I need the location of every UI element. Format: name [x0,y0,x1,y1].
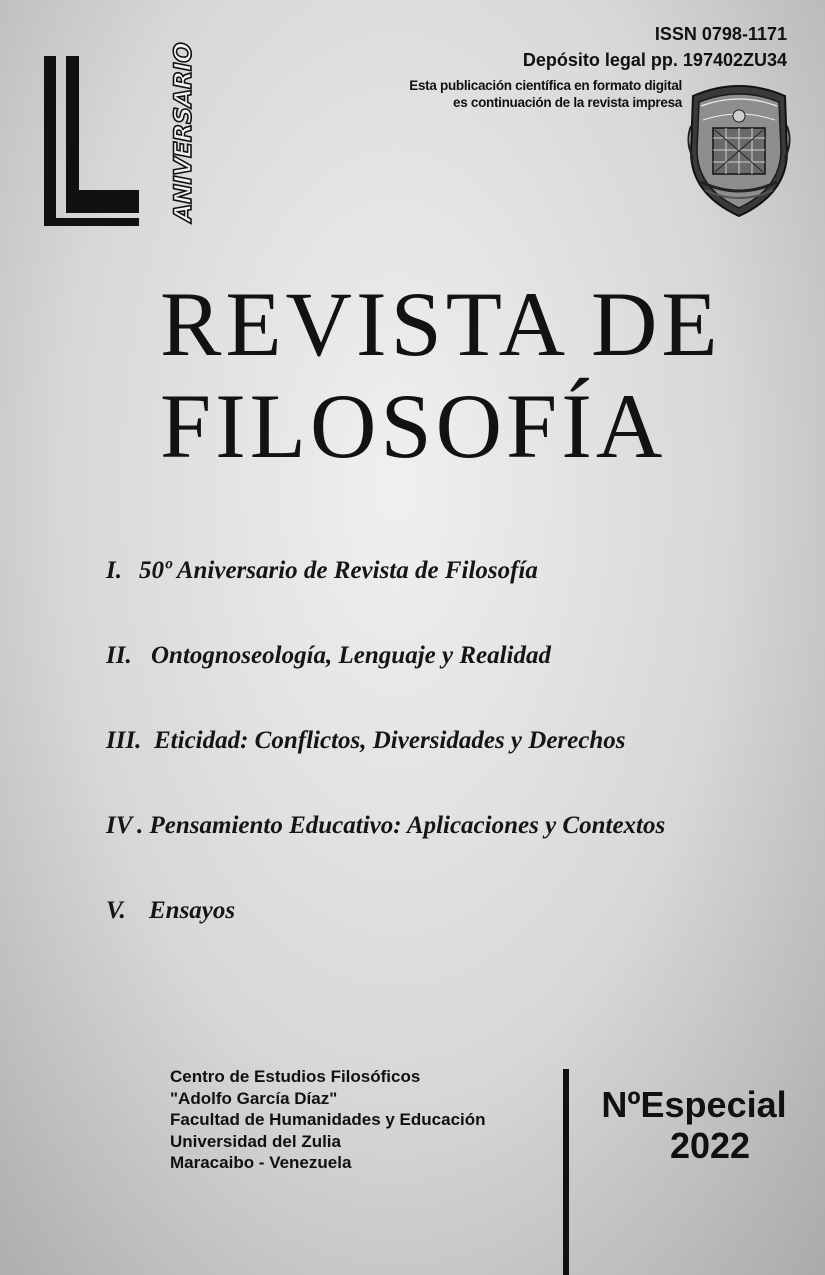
institution-line: Facultad de Humanidades y Educación [170,1110,486,1129]
logo-bar-2 [66,56,79,213]
issue-year: 2022 [669,1125,751,1166]
section-number: IV [106,812,133,839]
journal-title-line2: FILOSOFÍA [160,375,667,477]
section-item [106,642,551,670]
section-label: 50º Aniversario de Revista de Filosofía [139,557,538,584]
institution-line: "Adolfo García Díaz" [170,1088,338,1108]
section-label: Ontognoseología, Lenguaje y Realidad [151,642,551,669]
issue-label: NºEspecial [601,1084,787,1125]
section-item [106,812,665,840]
divider-line [563,1069,569,1275]
section-number: II. [106,642,132,669]
logo-bar-4 [56,218,139,226]
logo-bar-3 [79,190,139,213]
deposito-legal: Depósito legal pp. 197402ZU34 [522,50,787,70]
institution-block [170,1066,486,1174]
logo-bar-1 [44,56,56,226]
section-label: Eticidad: Conflictos, Diversidades y Derechos [154,727,626,754]
institution-line: Maracaibo - Venezuela [170,1153,352,1172]
institution-line: Centro de Estudios Filosóficos [170,1067,421,1086]
journal-title-line1: REVISTA DE [160,273,722,375]
digital-note-line1: Esta publicación científica en formato digital [409,78,682,93]
section-number: V. [106,897,126,924]
section-number: I. [106,557,122,584]
section-item [106,557,538,585]
institution-line: Universidad del Zulia [170,1131,341,1151]
section-item [106,727,625,755]
section-item [106,897,235,925]
section-number: III. [106,727,142,754]
issn: ISSN 0798-1171 [654,24,787,44]
section-label: Ensayos [149,897,236,924]
university-seal-icon [683,82,795,217]
aniversario-vertical-text: ANIVERSARIO [169,42,197,222]
section-label: . Pensamiento Educativo: Aplicaciones y Contextos [137,812,666,839]
digital-note-line2: es continuación de la revista impresa [453,95,682,110]
